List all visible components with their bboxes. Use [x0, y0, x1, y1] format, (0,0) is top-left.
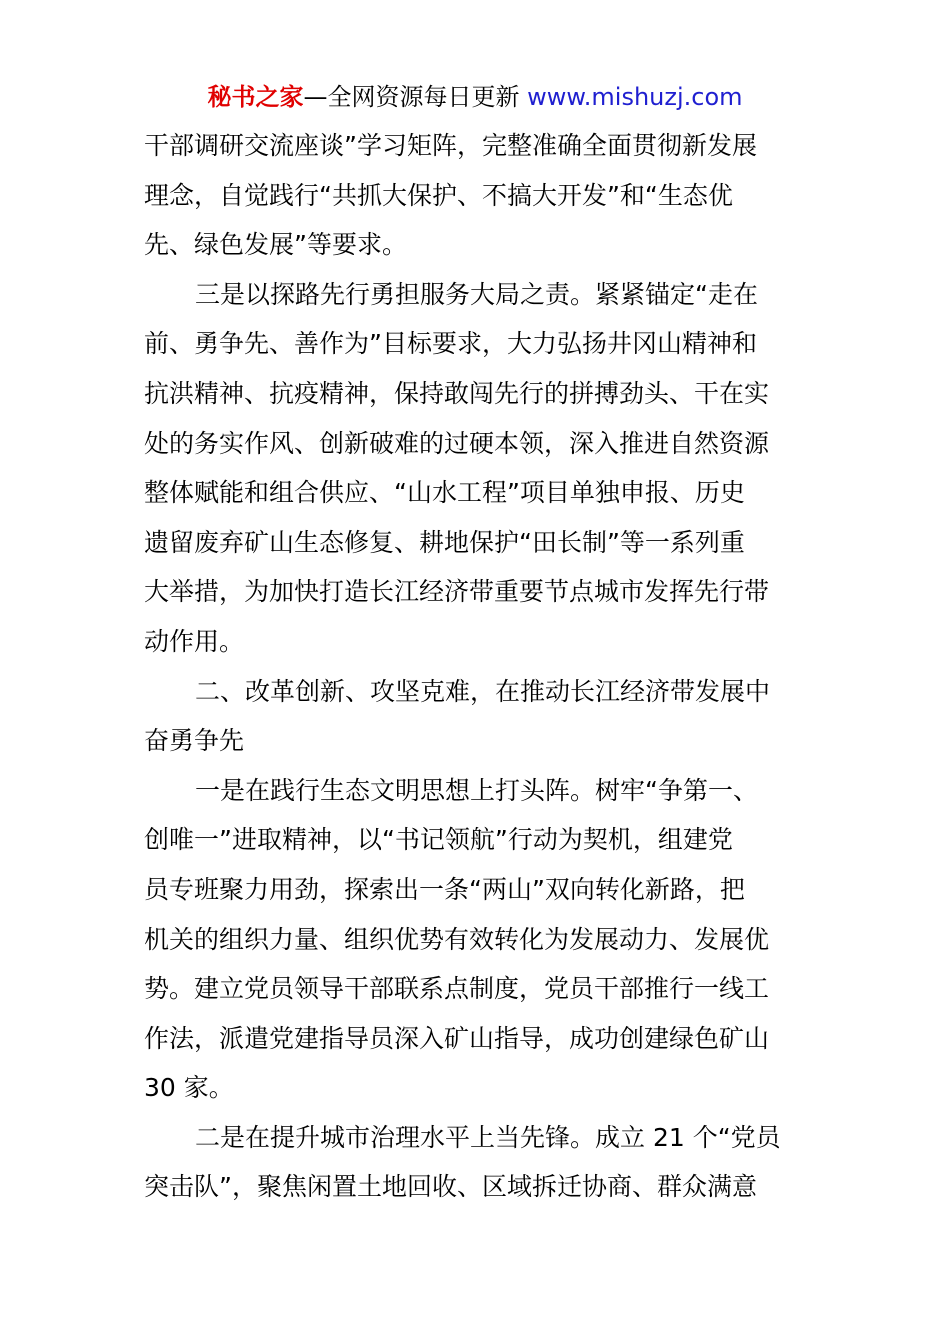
- text-line: 作法，派遣党建指导员深入矿山指导，成功创建绿色矿山: [144, 1023, 770, 1053]
- site-tagline: —全网资源每日更新: [303, 83, 520, 111]
- text-line: 动作用。: [144, 626, 245, 656]
- text-line: 理念，自觉践行“共抓大保护、不搞大开发”和“生态优: [144, 180, 733, 210]
- text-line: 先、绿色发展”等要求。: [144, 230, 407, 260]
- text-line: 抗洪精神、抗疫精神，保持敢闯先行的拼搏劲头、干在实: [144, 378, 770, 408]
- text-line: 处的务实作风、创新破难的过硬本领，深入推进自然资源: [144, 428, 770, 458]
- text-line: 奋勇争先: [144, 726, 245, 756]
- text-line: 势。建立党员领导干部联系点制度，党员干部推行一线工: [144, 974, 770, 1004]
- text-line: 一是在践行生态文明思想上打头阵。树牢“争第一、: [195, 775, 758, 805]
- site-header: [0, 80, 950, 114]
- text-line: 大举措，为加快打造长江经济带重要节点城市发挥先行带: [144, 577, 770, 607]
- text-line: 机关的组织力量、组织优势有效转化为发展动力、发展优: [144, 924, 770, 954]
- text-line: 员专班聚力用劲，探索出一条“两山”双向转化新路，把: [144, 874, 745, 904]
- text-line: 二、改革创新、攻坚克难，在推动长江经济带发展中: [195, 676, 771, 706]
- site-brand: 秘书之家: [207, 83, 304, 111]
- site-url-link[interactable]: www.mishuzj.com: [527, 83, 743, 111]
- text-line: 前、勇争先、善作为”目标要求，大力弘扬井冈山精神和: [144, 329, 757, 359]
- text-line: 遗留废弃矿山生态修复、耕地保护“田长制”等一系列重: [144, 527, 745, 557]
- text-line: 三是以探路先行勇担服务大局之责。紧紧锚定“走在: [195, 279, 758, 309]
- text-line: 30 家。: [144, 1073, 234, 1103]
- text-line: 二是在提升城市治理水平上当先锋。成立 21 个“党员: [195, 1122, 781, 1152]
- document-body: [144, 121, 812, 1212]
- text-line: 整体赋能和组合供应、“山水工程”项目单独申报、历史: [144, 478, 745, 508]
- text-line: 突击队”，聚焦闲置土地回收、区域拆迁协商、群众满意: [144, 1172, 757, 1202]
- text-line: 干部调研交流座谈”学习矩阵，完整准确全面贯彻新发展: [144, 131, 757, 160]
- text-line: 创唯一”进取精神，以“书记领航”行动为契机，组建党: [144, 825, 733, 855]
